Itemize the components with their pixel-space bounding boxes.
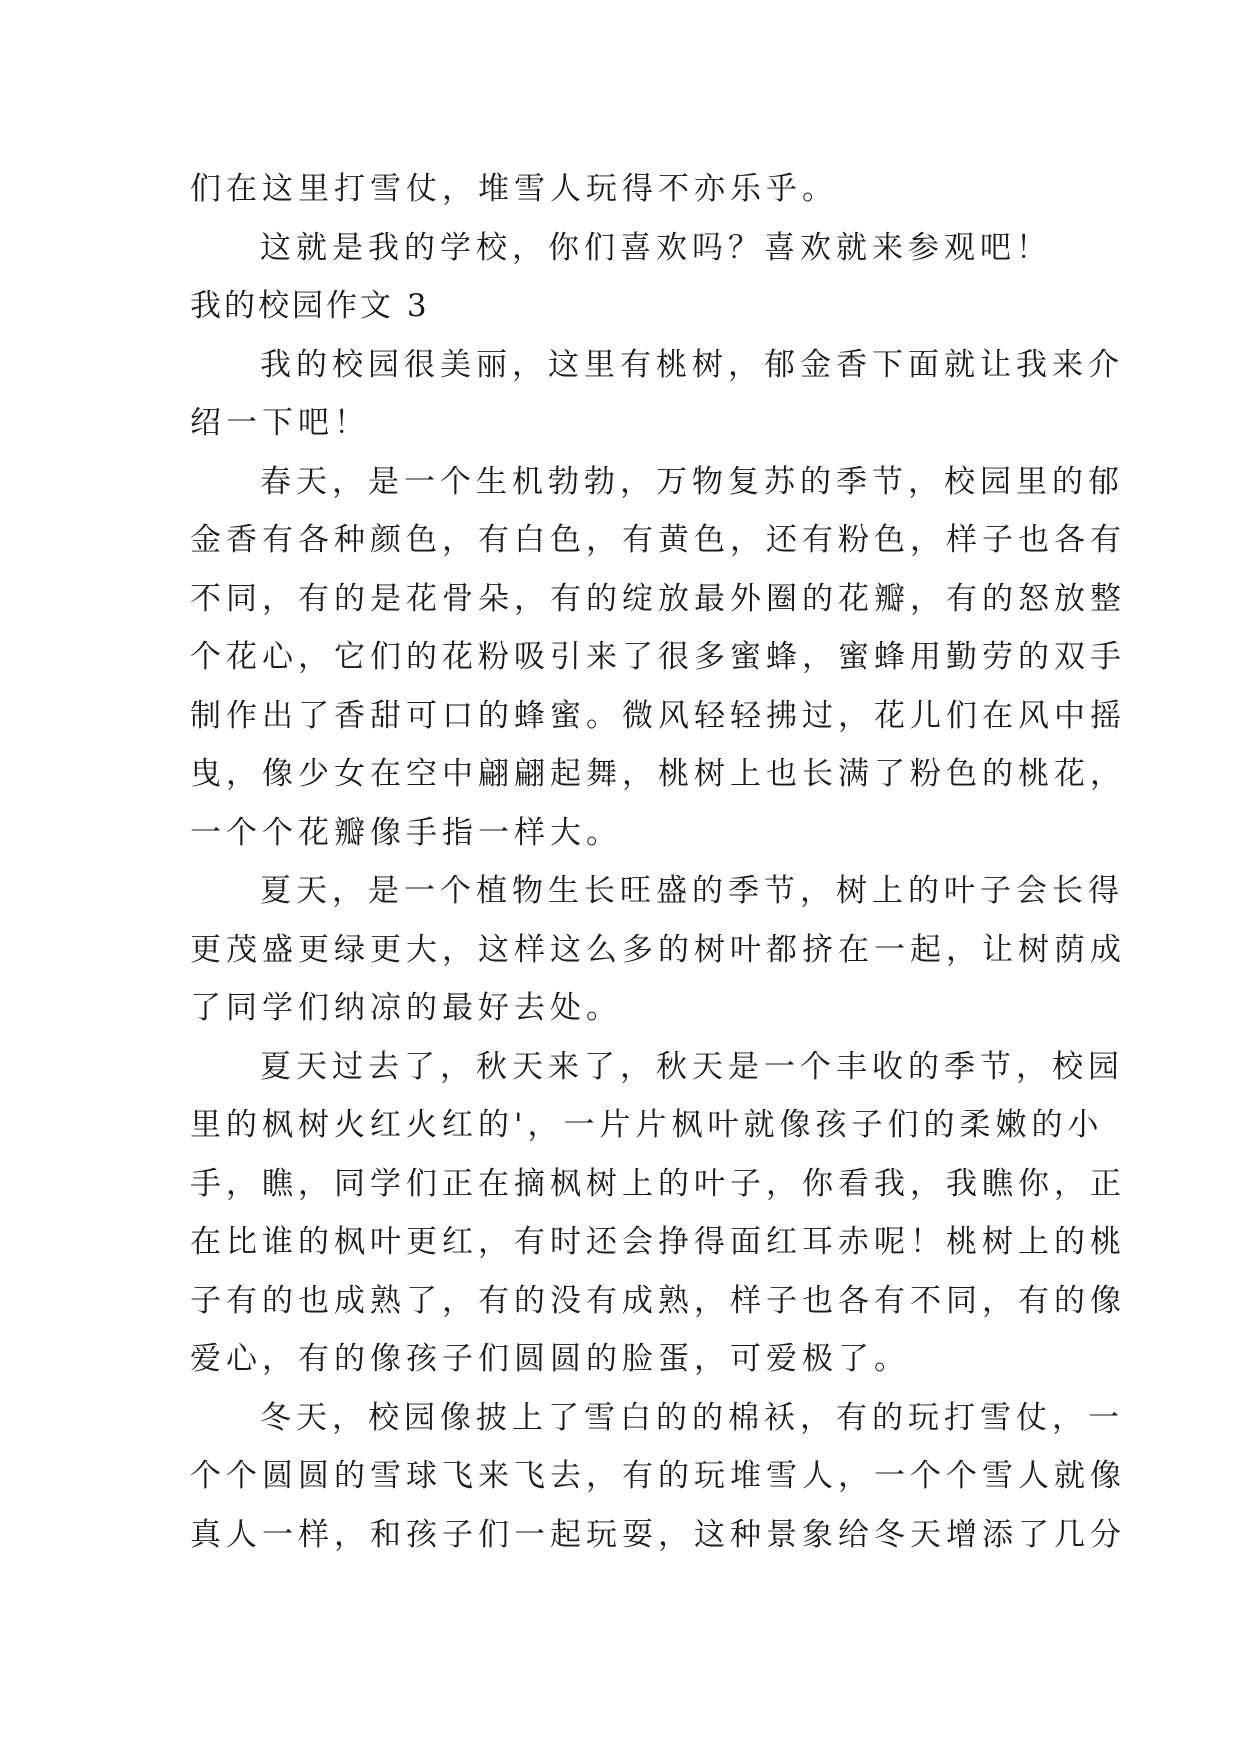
text-line: 一个个花瓣像手指一样大。 [190, 814, 622, 851]
text-line: 个个圆圆的雪球飞来飞去，有的玩堆雪人，一个个雪人就像 [190, 1458, 1126, 1494]
essay-title: 我的校园作文 3 [190, 288, 430, 324]
text-line: 金香有各种颜色，有白色，有黄色，还有粉色，样子也各有 [190, 522, 1126, 558]
text-line: 更茂盛更绿更大，这样这么多的树叶都挤在一起，让树荫成 [190, 931, 1126, 968]
text-line: 爱心，有的像孩子们圆圆的脸蛋，可爱极了。 [190, 1341, 910, 1377]
text-line: 个花心，它们的花粉吸引来了很多蜜蜂，蜜蜂用勤劳的双手 [190, 639, 1126, 675]
text-line: 春天，是一个生机勃勃，万物复苏的季节，校园里的郁 [260, 463, 1124, 500]
text-line: 这就是我的学校，你们喜欢吗？喜欢就来参观吧！ [260, 229, 1052, 266]
text-line: 绍一下吧！ [190, 405, 370, 441]
text-line: 我的校园很美丽，这里有桃树，郁金香下面就让我来介 [260, 346, 1124, 383]
text-line: 冬天，校园像披上了雪白的的棉袄，有的玩打雪仗，一 [260, 1399, 1124, 1436]
text-line: 夏天，是一个植物生长旺盛的季节，树上的叶子会长得 [260, 873, 1124, 909]
text-line: 子有的也成熟了，有的没有成熟，样子也各有不同，有的像 [190, 1282, 1126, 1319]
text-line: 在比谁的枫叶更红，有时还会挣得面红耳赤呢！桃树上的桃 [190, 1224, 1126, 1260]
text-line: 们在这里打雪仗，堆雪人玩得不亦乐乎。 [190, 171, 838, 207]
text-line: 真人一样，和孩子们一起玩耍，这种景象给冬天增添了几分 [190, 1516, 1126, 1553]
text-line: 制作出了香甜可口的蜂蜜。微风轻轻拂过，花儿们在风中摇 [190, 697, 1126, 734]
text-line: 曳，像少女在空中翩翩起舞，桃树上也长满了粉色的桃花， [190, 756, 1126, 792]
text-line: 不同，有的是花骨朵，有的绽放最外圈的花瓣，有的怒放整 [190, 580, 1126, 617]
essay-body [190, 160, 1126, 1564]
text-line: 夏天过去了，秋天来了，秋天是一个丰收的季节，校园 [260, 1048, 1124, 1085]
text-line: 手，瞧，同学们正在摘枫树上的叶子，你看我，我瞧你，正 [190, 1165, 1126, 1202]
text-line: 里的枫树火红火红的'，一片片枫叶就像孩子们的柔嫩的小 [190, 1107, 1104, 1143]
text-line: 了同学们纳凉的最好去处。 [190, 990, 622, 1026]
